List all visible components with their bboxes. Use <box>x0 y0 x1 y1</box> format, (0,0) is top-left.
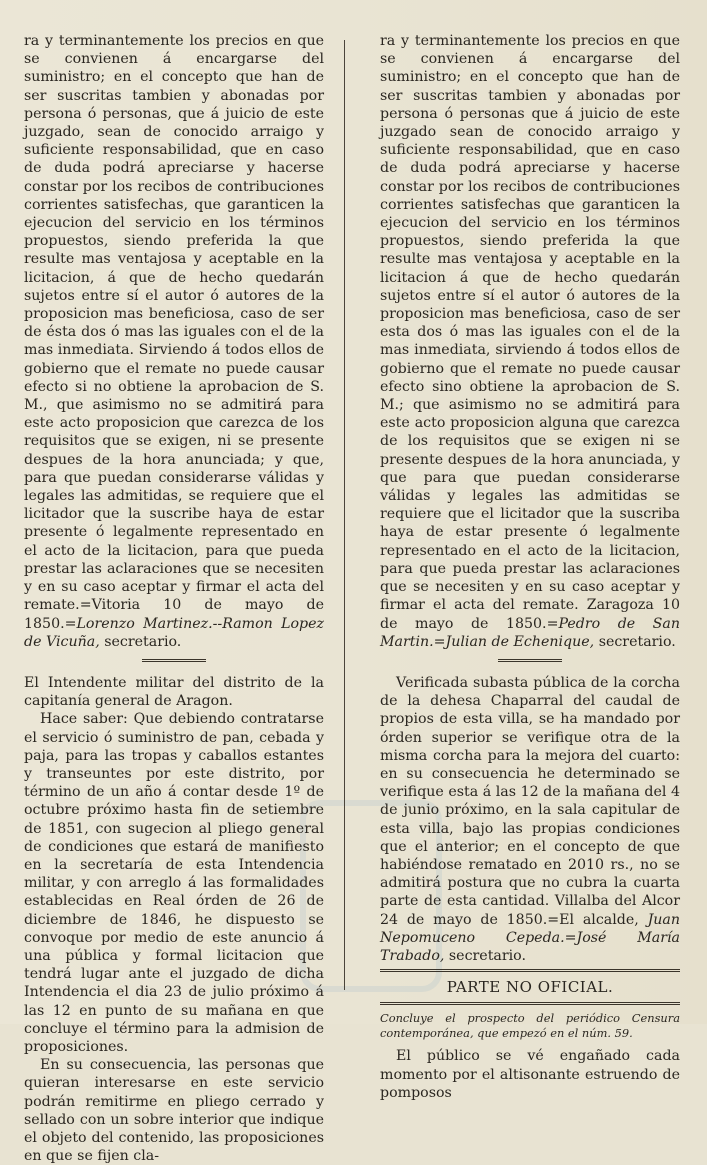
right-notice-signature-role: secretario. <box>598 633 676 650</box>
left-notice-continuation <box>24 32 324 651</box>
left-notice-signature-role: secretario. <box>104 633 182 650</box>
section-title: PARTE NO OFICIAL. <box>446 978 614 997</box>
right-notice-continuation <box>380 32 680 651</box>
right-notice-body: ra y terminantemente los precios en que se convienen á encargarse del suministro; en el concepto que han de ser suscritas tambien y abonadas por persona ó personas que á juicio de este juzgado sean de conocido arraigo y suficiente responsabilidad, que en caso de duda podrá apreciarse y hacerse constar por los recibos de contribuciones corrientes satisfechas que garanticen la ejecucion del servicio en los términos propuestos, siendo preferida la que resulte mas ventajosa y aceptable en la licitacion á que de hecho quedarán sujetos entre sí el autor ó autores de la proposicion mas beneficiosa, caso de ser esta dos ó mas las iguales con el de la mas inmediata, sirviendo á todos ellos de gobierno que el remate no puede causar efecto sino obtiene la aprobacion de S. M.; que asimismo no se admitirá para este acto proposicion alguna que carezca de los requisitos que se exigen ni se presente despues de la hora anunciada, y que para que puedan considerarse válidas y legales las admitidas se requiere que el licitador que la suscriba haya de estar presente ó legalmente representado en el acto de la licitacion, para que pueda prestar las aclaraciones que se necesiten y en su caso aceptar y firmar el acta del remate. Zaragoza 10 de mayo de 1850.= <box>380 33 680 632</box>
right-notice-signature: Pedro de San Martin.=Julian de Echenique, <box>380 615 680 650</box>
section-rule-top <box>380 969 680 972</box>
column-divider <box>344 40 345 990</box>
separator-rule <box>142 659 206 662</box>
intendente-heading: El Intendente militar del distrito de la capitanía general de Aragon. <box>24 674 324 710</box>
right-column <box>380 32 680 1102</box>
article-opening: El público se vé engañado cada momento por el altisonante estruendo de pomposos <box>380 1048 680 1101</box>
separator-rule <box>498 659 562 662</box>
subasta-notice-body: Verificada subasta pública de la corcha de la dehesa Chaparral del caudal de propios de esta villa, se ha mandado por órden superior se verifique otra de la misma corcha para la mejora del cuarto: en su consecuencia he determinado se verifique esta á las 12 de la mañana del 4 de junio próximo, en la sala capitular de esta villa, bajo las propias condiciones que el anterior; en el concepto de que habiéndose rematado en 2010 rs., no se admitirá postura que no cubra la cuarta parte de esta cantidad. Villalba del Alcor 24 de mayo de 1850.=El alcalde, <box>380 674 680 928</box>
section-rule-bottom <box>380 1002 680 1005</box>
section-summary: Concluye el prospecto del periódico Censura contemporánea, que empezó en el núm. 59. <box>380 1011 680 1041</box>
subasta-notice-signature: Juan Nepomuceno Cepeda.=José María Trabado, <box>380 911 680 964</box>
left-notice-body: ra y terminantemente los precios en que se convienen á encargarse del suministro; en el concepto que han de ser suscritas tambien y abonadas por persona ó personas, que á juicio de este juzgado, sean de conocido arraigo y suficiente responsabilidad, que en caso de duda podrá apreciarse y hacerse constar por los recibos de contribuciones corrientes satisfechas, que garanticen la ejecucion del servicio en los términos propuestos, siendo preferida la que resulte mas ventajosa y aceptable en la licitacion, á que de hecho quedarán sujetos entre sí el autor ó autores de la proposicion mas beneficiosa, caso de ser de ésta dos ó mas las iguales con el de la mas inmediata. Sirviendo á todos ellos de gobierno que el remate no puede causar efecto si no obtiene la aprobacion de S. M., que asimismo no se admitirá para este acto proposicion que carezca de los requisitos que se exigen, ni se presente despues de la hora anunciada; y que, para que puedan considerarse válidas y legales las admitidas, se requiere que el licitador que la suscribe haya de estar presente ó legalmente representado en el acto de la licitacion, para que pueda prestar las aclaraciones que se necesiten y en su caso aceptar y firmar el acta del remate.=Vitoria 10 de mayo de 1850.= <box>24 33 324 632</box>
subasta-notice-signature-role: secretario. <box>448 947 526 964</box>
left-notice-signature: Lorenzo Martinez.--Ramon Lopez de Vicuña, <box>24 615 324 650</box>
left-column <box>24 32 324 1165</box>
subasta-notice <box>380 674 680 965</box>
intendente-notice-continuation: En su consecuencia, las personas que quieran interesarse en este servicio podrán remitirme en pliego cerrado y sellado con un sobre interior que indique el objeto del contenido, las proposiciones en que se fijen cla- <box>24 1057 324 1165</box>
intendente-notice-body: Hace saber: Que debiendo contratarse el servicio ó suministro de pan, cebada y paja, para las tropas y caballos estantes y transeuntes por este distrito, por término de un año á contar desde 1º de octubre próximo hasta fin de setiembre de 1851, con sugecion al pliego general de condiciones que estará de manifiesto en la secretaría de esta Intendencia militar, y con arreglo á las formalidades establecidas en Real órden de 26 de diciembre de 1846, he dispuesto se convoque por medio de este anuncio á una pública y formal licitacion que tendrá lugar ante el juzgado de dicha Intendencia el dia 23 de julio próximo á las 12 en punto de su mañana en que concluye el término para la admision de proposiciones. <box>24 711 324 1055</box>
